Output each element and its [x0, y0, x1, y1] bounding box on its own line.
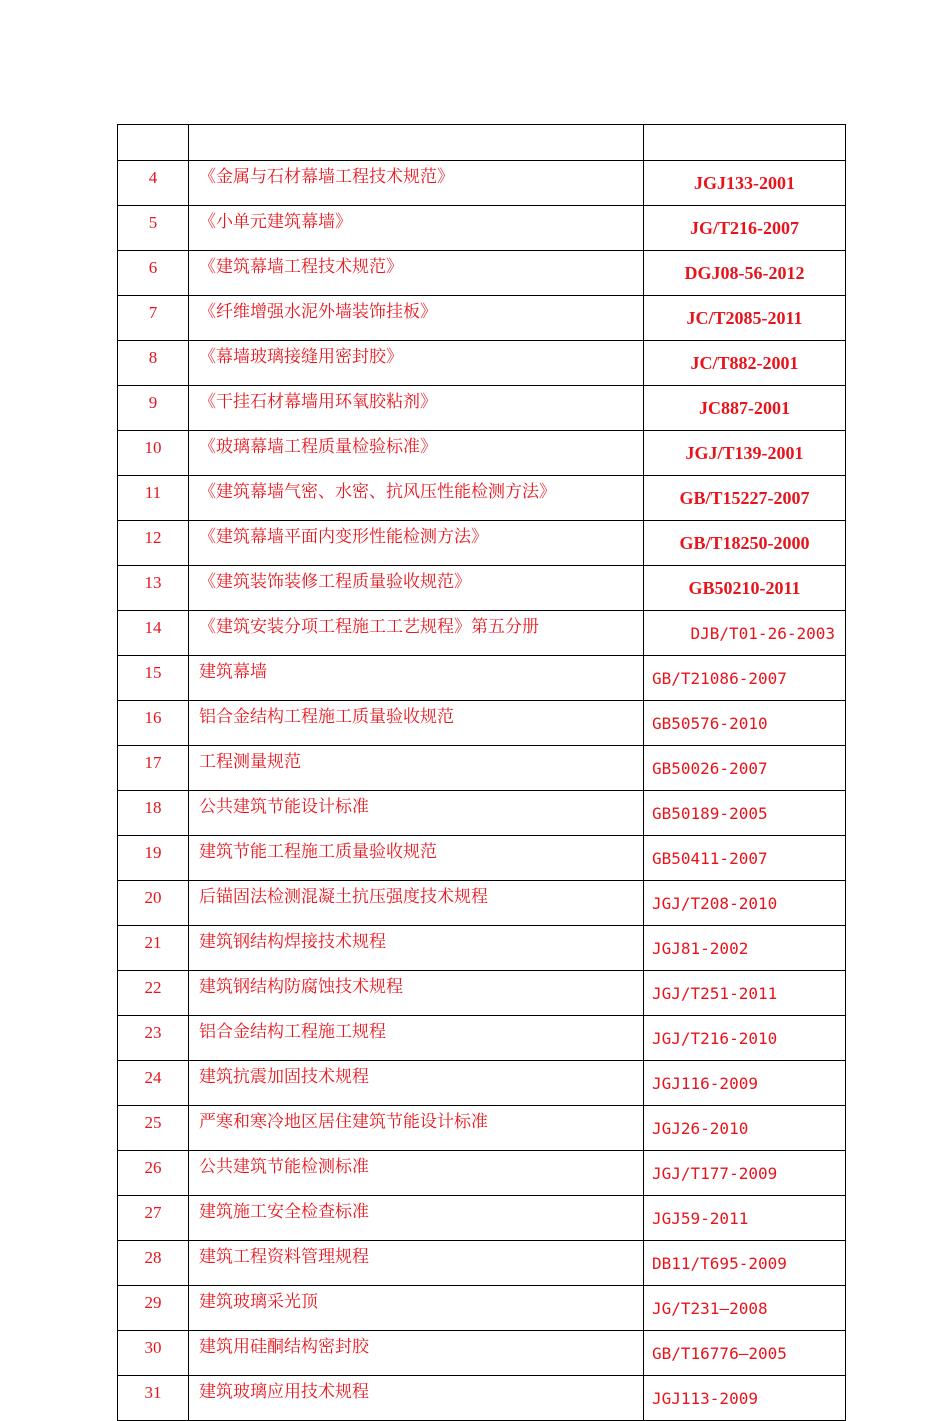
row-number: 4 [118, 161, 189, 206]
standard-code: GB50026-2007 [644, 746, 846, 791]
row-number: 14 [118, 611, 189, 656]
standard-name: 铝合金结构工程施工质量验收规范 [189, 701, 644, 746]
table-row [118, 161, 846, 206]
header-cell-name [189, 125, 644, 161]
standard-name: 严寒和寒冷地区居住建筑节能设计标准 [189, 1106, 644, 1151]
row-number: 15 [118, 656, 189, 701]
row-number: 29 [118, 1286, 189, 1331]
standards-table [117, 124, 846, 1421]
row-number: 26 [118, 1151, 189, 1196]
table-row [118, 656, 846, 701]
table-row [118, 251, 846, 296]
row-number: 17 [118, 746, 189, 791]
standard-code: GB/T18250-2000 [644, 521, 846, 566]
table-row [118, 521, 846, 566]
row-number: 20 [118, 881, 189, 926]
standard-code: JGJ/T216-2010 [644, 1016, 846, 1061]
row-number: 5 [118, 206, 189, 251]
standard-name: 建筑玻璃应用技术规程 [189, 1376, 644, 1421]
table-row [118, 386, 846, 431]
table-row [118, 341, 846, 386]
standard-code: GB/T15227-2007 [644, 476, 846, 521]
row-number: 23 [118, 1016, 189, 1061]
standard-name: 《玻璃幕墙工程质量检验标准》 [189, 431, 644, 476]
standard-code: JGJ/T251-2011 [644, 971, 846, 1016]
standard-name: 公共建筑节能检测标准 [189, 1151, 644, 1196]
table-row [118, 566, 846, 611]
standard-code: JGJ116-2009 [644, 1061, 846, 1106]
standard-code: JGJ/T177-2009 [644, 1151, 846, 1196]
standard-name: 建筑钢结构防腐蚀技术规程 [189, 971, 644, 1016]
standard-name: 《建筑幕墙气密、水密、抗风压性能检测方法》 [189, 476, 644, 521]
standard-name: 工程测量规范 [189, 746, 644, 791]
table-row [118, 701, 846, 746]
standard-name: 建筑施工安全检查标准 [189, 1196, 644, 1241]
table-row [118, 926, 846, 971]
standard-name: 《建筑幕墙平面内变形性能检测方法》 [189, 521, 644, 566]
table-row [118, 1061, 846, 1106]
table-header-row [118, 125, 846, 161]
standard-name: 《小单元建筑幕墙》 [189, 206, 644, 251]
row-number: 12 [118, 521, 189, 566]
row-number: 7 [118, 296, 189, 341]
header-cell-code [644, 125, 846, 161]
standard-name: 建筑节能工程施工质量验收规范 [189, 836, 644, 881]
standard-code: JGJ81-2002 [644, 926, 846, 971]
row-number: 16 [118, 701, 189, 746]
standard-name: 建筑幕墙 [189, 656, 644, 701]
table-row [118, 431, 846, 476]
standard-code: GB50189-2005 [644, 791, 846, 836]
standard-code: GB50411-2007 [644, 836, 846, 881]
row-number: 30 [118, 1331, 189, 1376]
row-number: 27 [118, 1196, 189, 1241]
standard-name: 《幕墙玻璃接缝用密封胶》 [189, 341, 644, 386]
row-number: 21 [118, 926, 189, 971]
standard-name: 《纤维增强水泥外墙装饰挂板》 [189, 296, 644, 341]
standard-code: JC887-2001 [644, 386, 846, 431]
table-row [118, 611, 846, 656]
table-row [118, 881, 846, 926]
row-number: 11 [118, 476, 189, 521]
row-number: 18 [118, 791, 189, 836]
standard-code: JGJ/T139-2001 [644, 431, 846, 476]
table-row [118, 746, 846, 791]
standard-name: 建筑工程资料管理规程 [189, 1241, 644, 1286]
row-number: 25 [118, 1106, 189, 1151]
row-number: 6 [118, 251, 189, 296]
header-cell-number [118, 125, 189, 161]
standard-name: 《干挂石材幕墙用环氧胶粘剂》 [189, 386, 644, 431]
standard-name: 后锚固法检测混凝土抗压强度技术规程 [189, 881, 644, 926]
standard-code: JGJ113-2009 [644, 1376, 846, 1421]
standards-table-body [118, 125, 846, 1421]
standard-code: DB11/T695-2009 [644, 1241, 846, 1286]
table-row [118, 1016, 846, 1061]
table-row [118, 971, 846, 1016]
standard-code: GB50210-2011 [644, 566, 846, 611]
standard-code: JGJ59-2011 [644, 1196, 846, 1241]
table-row [118, 791, 846, 836]
table-row [118, 836, 846, 881]
standard-name: 《建筑幕墙工程技术规范》 [189, 251, 644, 296]
standard-code: JGJ26-2010 [644, 1106, 846, 1151]
standard-code: DGJ08-56-2012 [644, 251, 846, 296]
standard-code: JGJ/T208-2010 [644, 881, 846, 926]
standard-code: JC/T2085-2011 [644, 296, 846, 341]
row-number: 9 [118, 386, 189, 431]
row-number: 28 [118, 1241, 189, 1286]
standard-code: GB/T21086-2007 [644, 656, 846, 701]
standard-name: 《建筑安装分项工程施工工艺规程》第五分册 [189, 611, 644, 656]
standard-name: 《建筑装饰装修工程质量验收规范》 [189, 566, 644, 611]
standard-name: 建筑用硅酮结构密封胶 [189, 1331, 644, 1376]
row-number: 24 [118, 1061, 189, 1106]
standard-code: GB50576-2010 [644, 701, 846, 746]
standard-code: JGJ133-2001 [644, 161, 846, 206]
standard-name: 建筑钢结构焊接技术规程 [189, 926, 644, 971]
standard-code: DJB/T01-26-2003 [644, 611, 846, 656]
table-row [118, 1151, 846, 1196]
standard-code: JC/T882-2001 [644, 341, 846, 386]
table-row [118, 296, 846, 341]
table-row [118, 1241, 846, 1286]
table-row [118, 1286, 846, 1331]
row-number: 13 [118, 566, 189, 611]
standard-name: 公共建筑节能设计标准 [189, 791, 644, 836]
row-number: 10 [118, 431, 189, 476]
row-number: 8 [118, 341, 189, 386]
table-row [118, 1106, 846, 1151]
standard-code: JG/T216-2007 [644, 206, 846, 251]
table-row [118, 206, 846, 251]
standard-name: 铝合金结构工程施工规程 [189, 1016, 644, 1061]
row-number: 31 [118, 1376, 189, 1421]
table-row [118, 476, 846, 521]
row-number: 22 [118, 971, 189, 1016]
standard-code: GB/T16776—2005 [644, 1331, 846, 1376]
table-row [118, 1196, 846, 1241]
standard-name: 建筑玻璃采光顶 [189, 1286, 644, 1331]
standard-code: JG/T231—2008 [644, 1286, 846, 1331]
table-row [118, 1376, 846, 1421]
row-number: 19 [118, 836, 189, 881]
table-row [118, 1331, 846, 1376]
standard-name: 《金属与石材幕墙工程技术规范》 [189, 161, 644, 206]
standard-name: 建筑抗震加固技术规程 [189, 1061, 644, 1106]
